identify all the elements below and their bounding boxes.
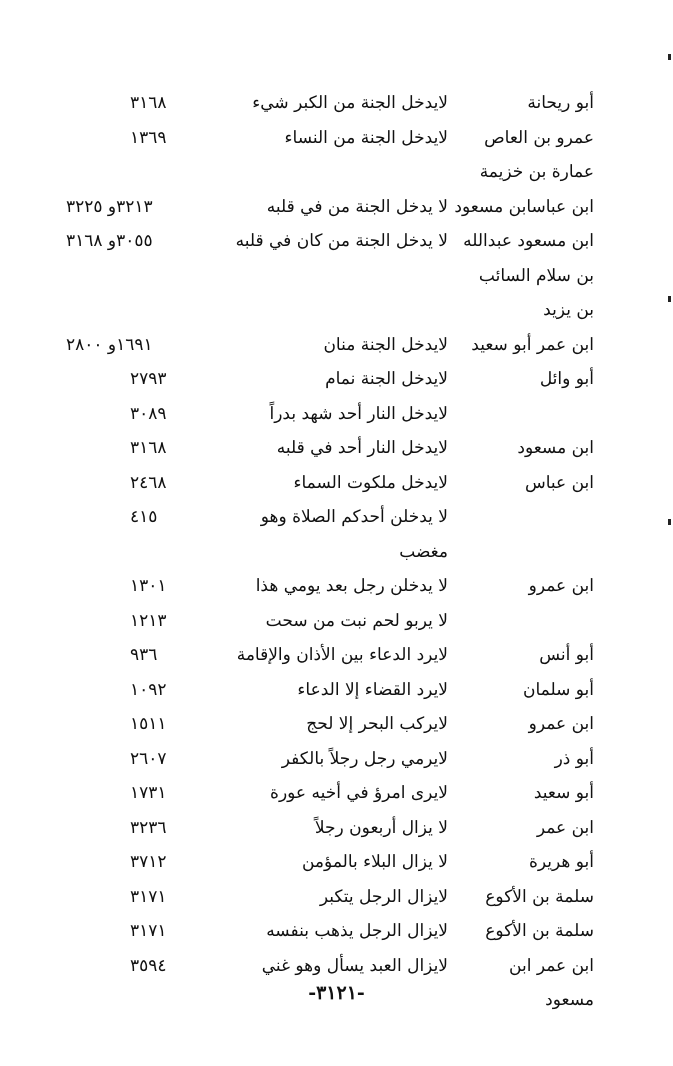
index-row [0, 707, 673, 742]
hadith-number: ٣١٧١ [130, 921, 167, 941]
index-row [0, 431, 673, 466]
hadith-text: لايزال العبد يسأل وهو غني [261, 955, 448, 976]
hadith-text: لايدخل الجنة نمام [325, 369, 448, 389]
hadith-number: ١٦٩١و ٢٨٠٠ [66, 334, 153, 355]
index-row [0, 776, 673, 811]
hadith-text: لايدخل النار أحد في قلبه [276, 438, 448, 458]
hadith-text: لايزال الرجل يتكبر [319, 886, 448, 907]
hadith-number: ٣٠٨٩ [130, 403, 167, 424]
hadith-text: لا يزال البلاء بالمؤمن [301, 852, 448, 872]
hadith-text: لايدخل الجنة من النساء [284, 127, 448, 148]
narrator-name: مسعود [545, 990, 594, 1010]
narrator-name: بن يزيد [543, 300, 594, 320]
index-row [0, 673, 673, 708]
index-row [0, 500, 673, 535]
hadith-text: لايرد القضاء إلا الدعاء [297, 679, 448, 700]
index-row [0, 293, 673, 328]
hadith-number: ٣١٦٨ [130, 93, 167, 113]
hadith-text: مغضب [399, 541, 448, 562]
index-row [0, 880, 673, 915]
narrator-name: ابن مسعود [517, 438, 594, 458]
hadith-number: ٣١٦٨ [130, 438, 167, 458]
hadith-text: لايرد الدعاء بين الأذان والإقامة [236, 645, 448, 665]
hadith-text: لايدخل ملكوت السماء [293, 472, 448, 493]
narrator-name: أبو سعيد [533, 783, 594, 803]
index-row [0, 86, 673, 121]
index-row [0, 466, 673, 501]
narrator-name: ابن عمرو [528, 576, 594, 596]
narrator-name: ابن عمرو [528, 714, 594, 734]
hadith-number: ٣٥٩٤ [130, 955, 167, 976]
hadith-text: لايزال الرجل يذهب بنفسه [266, 921, 448, 941]
narrator-name: أبو وائل [539, 369, 594, 389]
index-row [0, 155, 673, 190]
index-row [0, 397, 673, 432]
index-row [0, 328, 673, 363]
hadith-number: ١٥١١ [130, 714, 167, 734]
index-row [0, 224, 673, 259]
narrator-name: ابن عمر [536, 817, 594, 838]
hadith-number: ٣٢١٣و ٣٢٢٥ [66, 196, 153, 217]
hadith-number: ٣٧١٢ [130, 852, 167, 872]
index-row [0, 362, 673, 397]
index-row [0, 811, 673, 846]
narrator-name: عمرو بن العاص [484, 127, 594, 148]
hadith-number: ٩٣٦ [130, 645, 158, 665]
hadith-text: لايدخل النار أحد شهد بدراً [269, 403, 448, 424]
hadith-index-list [0, 86, 673, 1018]
hadith-number: ٢٧٩٣ [130, 369, 167, 389]
index-row [0, 845, 673, 880]
index-row [0, 742, 673, 777]
margin-mark [668, 54, 671, 60]
index-row [0, 121, 673, 156]
hadith-text: لايدخل الجنة منان [323, 334, 448, 355]
narrator-name: أبو ذر [554, 748, 594, 769]
narrator-name: ابن عباسابن مسعود [454, 196, 594, 217]
hadith-number: ٣٢٣٦ [130, 817, 167, 838]
page-number: -٣١٢١- [308, 982, 365, 1004]
hadith-number: ١٧٣١ [130, 783, 167, 803]
hadith-number: ٣٠٥٥و ٣١٦٨ [66, 231, 153, 251]
narrator-name: ابن عباس [524, 472, 594, 493]
narrator-name: أبو أنس [539, 645, 594, 665]
index-row [0, 949, 673, 984]
index-row [0, 535, 673, 570]
index-row [0, 638, 673, 673]
hadith-text: لايركب البحر إلا لحج [306, 714, 448, 734]
hadith-number: ٢٤٦٨ [130, 472, 167, 493]
hadith-number: ١٣٠١ [130, 576, 167, 596]
hadith-text: لا يدخل الجنة من كان في قلبه [235, 231, 448, 251]
narrator-name: سلمة بن الأكوع [485, 921, 594, 941]
hadith-number: ٤١٥ [130, 507, 158, 527]
hadith-number: ١٣٦٩ [130, 127, 167, 148]
hadith-number: ١٠٩٢ [130, 679, 167, 700]
index-row [0, 914, 673, 949]
hadith-text: لا يدخلن أحدكم الصلاة وهو [260, 507, 448, 527]
hadith-text: لا يدخلن رجل بعد يومي هذا [255, 576, 448, 596]
hadith-text: لايرى امرؤ في أخيه عورة [270, 783, 448, 803]
index-row [0, 604, 673, 639]
hadith-number: ٣١٧١ [130, 886, 167, 907]
hadith-text: لايرمي رجل رجلاً بالكفر [281, 748, 448, 769]
hadith-number: ٢٦٠٧ [130, 748, 167, 769]
narrator-name: أبو ريحانة [527, 93, 594, 113]
hadith-text: لا يربو لحم نبت من سحت [265, 610, 448, 631]
hadith-number: ١٢١٣ [130, 610, 167, 631]
hadith-text: لايدخل الجنة من الكبر شيء [252, 93, 448, 113]
narrator-name: سلمة بن الأكوع [485, 886, 594, 907]
narrator-name: عمارة بن خزيمة [479, 162, 594, 182]
hadith-text: لا يدخل الجنة من في قلبه [266, 196, 448, 217]
narrator-name: أبو هريرة [528, 852, 594, 872]
narrator-name: أبو سلمان [522, 679, 594, 700]
index-row [0, 190, 673, 225]
narrator-name: بن سلام السائب [478, 265, 594, 286]
hadith-text: لا يزال أربعون رجلاً [314, 817, 448, 838]
narrator-name: ابن عمر ابن [509, 955, 594, 976]
index-row [0, 569, 673, 604]
narrator-name: ابن عمر أبو سعيد [471, 334, 594, 355]
index-row [0, 259, 673, 294]
narrator-name: ابن مسعود عبدالله [463, 231, 594, 251]
